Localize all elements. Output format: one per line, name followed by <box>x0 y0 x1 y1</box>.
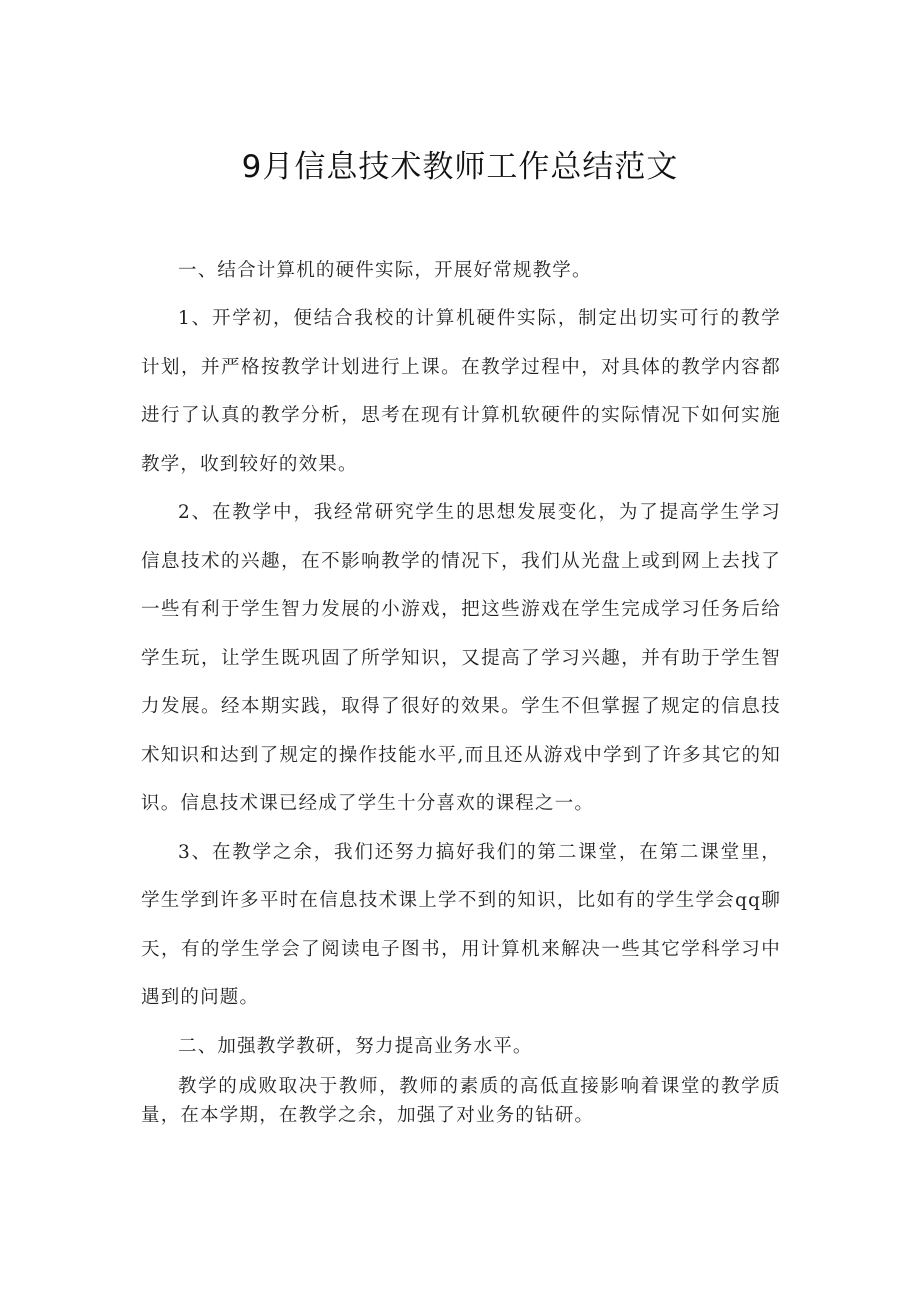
paragraph-3: 3、在教学之余，我们还努力搞好我们的第二课堂，在第二课堂里，学生学到许多平时在信息技术课上学不到的知识，比如有的学生学会qq聊天，有的学生学会了阅读电子图书，用计算机来解决一些其它学科学习中遇到的问题。 <box>141 841 781 1008</box>
document-body <box>141 247 781 1130</box>
document-title: 9月信息技术教师工作总结范文 <box>241 149 679 185</box>
section-heading-2: 二、加强教学教研，努力提高业务水平。 <box>178 1035 533 1057</box>
section-heading-1: 一、结合计算机的硬件实际，开展好常规教学。 <box>178 260 592 281</box>
paragraph-2: 2、在教学中，我经常研究学生的思想发展变化，为了提高学生学习信息技术的兴趣，在不影响教学的情况下，我们从光盘上或到网上去找了一些有利于学生智力发展的小游戏，把这些游戏在学生完成学习任务后给学生玩，让学生既巩固了所学知识，又提高了学习兴趣，并有助于学生智力发展。经本期实践，取得了很好的效果。学生不但掌握了规定的信息技术知识和达到了规定的操作技能水平,而且还从游戏中学到了许多其它的知识。信息技术课已经成了学生十分喜欢的课程之一。 <box>141 502 781 814</box>
paragraph-1: 1、开学初，便结合我校的计算机硬件实际，制定出切实可行的教学计划，并严格按教学计划进行上课。在教学过程中，对具体的教学内容都进行了认真的教学分析，思考在现有计算机软硬件的实际情况下如何实施教学，收到较好的效果。 <box>141 308 781 475</box>
paragraph-4: 教学的成败取决于教师，教师的素质的高低直接影响着课堂的教学质量，在本学期，在教学之余，加强了对业务的钻研。 <box>141 1075 781 1126</box>
